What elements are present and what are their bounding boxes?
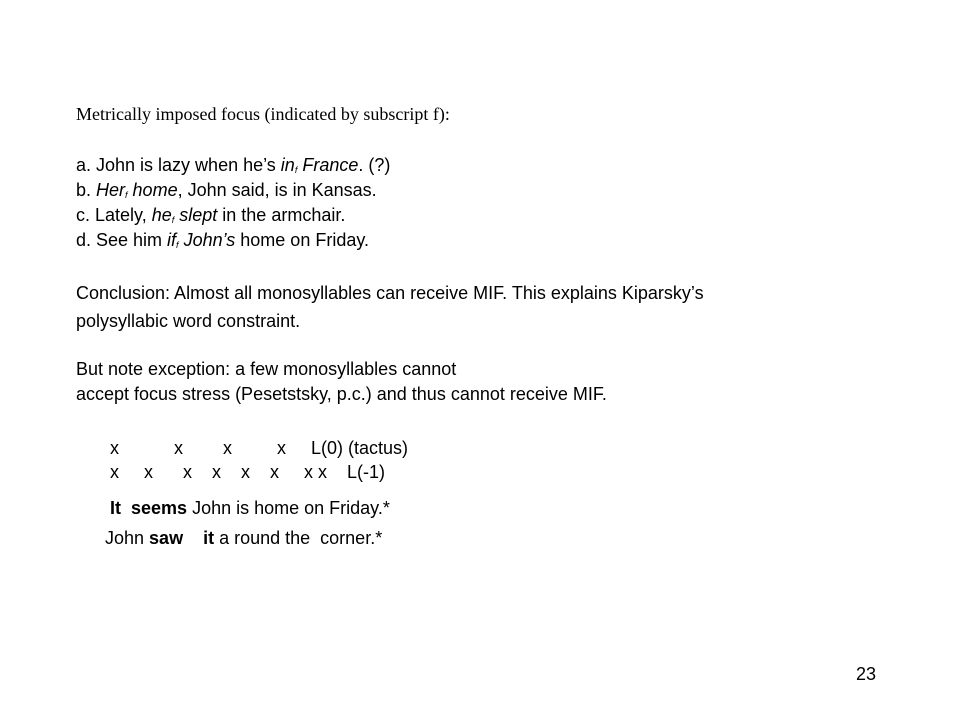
exception-line-2: accept focus stress (Pesetstsky, p.c.) and thus cannot receive MIF.: [76, 384, 607, 404]
example-c: c. Lately, $he_f$ slept in the armchair.: [76, 205, 346, 225]
example-d: d. See him $if_f$ John’s home on Friday.: [76, 230, 370, 250]
metrical-grid-row-tactus: x x x x L(0) (tactus): [110, 438, 409, 458]
example-sentence-2: John saw it a round the corner.*: [105, 528, 383, 548]
example-sentence-1: It seems John is home on Friday.*: [110, 498, 390, 518]
example-b: b. Her$_f$ home, John said, is in Kansas.: [76, 180, 377, 200]
example-a: a. John is lazy when he’s $in_f$ France. (?): [76, 155, 391, 175]
metrical-grid-row-subtactus: x x x x x x x x L(-1): [110, 462, 386, 482]
page-number: 23: [856, 664, 877, 684]
exception-line-1: But note exception: a few monosyllables cannot: [76, 359, 457, 379]
slide-heading: Metrically imposed focus (indicated by subscript f):: [76, 104, 450, 124]
conclusion-line-2: polysyllabic word constraint.: [76, 311, 301, 331]
conclusion-line-1: Conclusion: Almost all monosyllables can receive MIF. This explains Kiparsky’s: [76, 283, 704, 303]
